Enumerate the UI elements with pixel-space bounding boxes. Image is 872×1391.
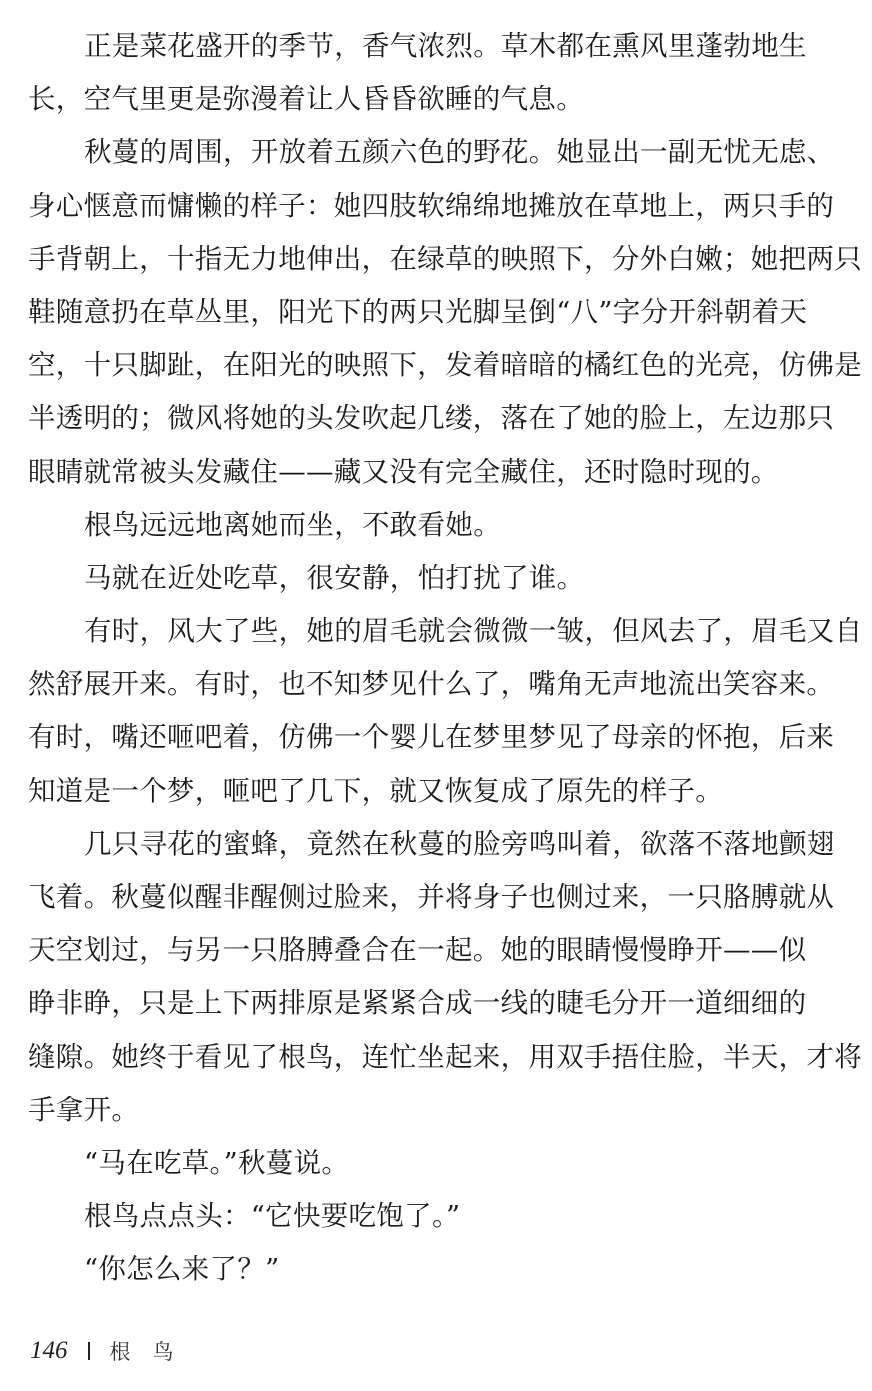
text-line: “马在吃草。”秋蔓说。 bbox=[84, 1146, 350, 1179]
text-line: 然舒展开来。有时，也不知梦见什么了，嘴角无声地流出笑容来。 bbox=[28, 668, 835, 701]
text-line: 长，空气里更是弥漫着让人昏昏欲睡的气息。 bbox=[28, 83, 584, 116]
text-line: 有时，嘴还咂吧着，仿佛一个婴儿在梦里梦见了母亲的怀抱，后来 bbox=[28, 721, 835, 754]
footer-divider bbox=[88, 1342, 90, 1360]
text-line: 正是菜花盛开的季节，香气浓烈。草木都在熏风里蓬勃地生 bbox=[84, 30, 807, 62]
text-line: 半透明的；微风将她的头发吹起几缕，落在了她的脸上，左边那只 bbox=[28, 402, 835, 435]
body-text bbox=[28, 24, 863, 1301]
text-line: 飞着。秋蔓似醒非醒侧过脸来，并将身子也侧过来，一只胳膊就从 bbox=[28, 881, 835, 913]
text-line: 知道是一个梦，咂吧了几下，就又恢复成了原先的样子。 bbox=[28, 774, 723, 807]
text-line: 身心惬意而慵懒的样子：她四肢软绵绵地摊放在草地上，两只手的 bbox=[28, 189, 835, 222]
text-line: 手拿开。 bbox=[28, 1093, 140, 1126]
text-line: 空，十只脚趾，在阳光的映照下，发着暗暗的橘红色的光亮，仿佛是 bbox=[28, 349, 862, 382]
page-footer bbox=[30, 1334, 196, 1368]
running-title: 根鸟 bbox=[109, 1340, 196, 1364]
text-line: 有时，风大了些，她的眉毛就会微微一皱，但风去了，眉毛又自 bbox=[84, 615, 863, 648]
page-number: 146 bbox=[30, 1337, 68, 1364]
text-line: 手背朝上，十指无力地伸出，在绿草的映照下，分外白嫩；她把两只 bbox=[28, 242, 862, 275]
text-line: 几只寻花的蜜蜂，竟然在秋蔓的脸旁鸣叫着，欲落不落地颤翅 bbox=[84, 827, 835, 860]
text-line: “你怎么来了？” bbox=[84, 1253, 280, 1286]
text-line: 睁非睁，只是上下两排原是紧紧合成一线的睫毛分开一道细细的 bbox=[28, 987, 807, 1020]
text-line: 根鸟远远地离她而坐，不敢看她。 bbox=[84, 508, 501, 541]
text-line: 眼睛就常被头发藏住——藏又没有完全藏住，还时隐时现的。 bbox=[28, 455, 779, 488]
text-line: 缝隙。她终于看见了根鸟，连忙坐起来，用双手捂住脸，半天，才将 bbox=[28, 1040, 862, 1073]
text-line: 鞋随意扔在草丛里，阳光下的两只光脚呈倒“八”字分开斜朝着天 bbox=[28, 295, 808, 328]
text-line: 马就在近处吃草，很安静，怕打扰了谁。 bbox=[84, 561, 585, 594]
text-line: 根鸟点点头：“它快要吃饱了。” bbox=[84, 1200, 461, 1233]
text-line: 天空划过，与另一只胳膊叠合在一起。她的眼睛慢慢睁开——似 bbox=[28, 934, 807, 967]
text-line: 秋蔓的周围，开放着五颜六色的野花。她显出一副无忧无虑、 bbox=[84, 136, 835, 169]
